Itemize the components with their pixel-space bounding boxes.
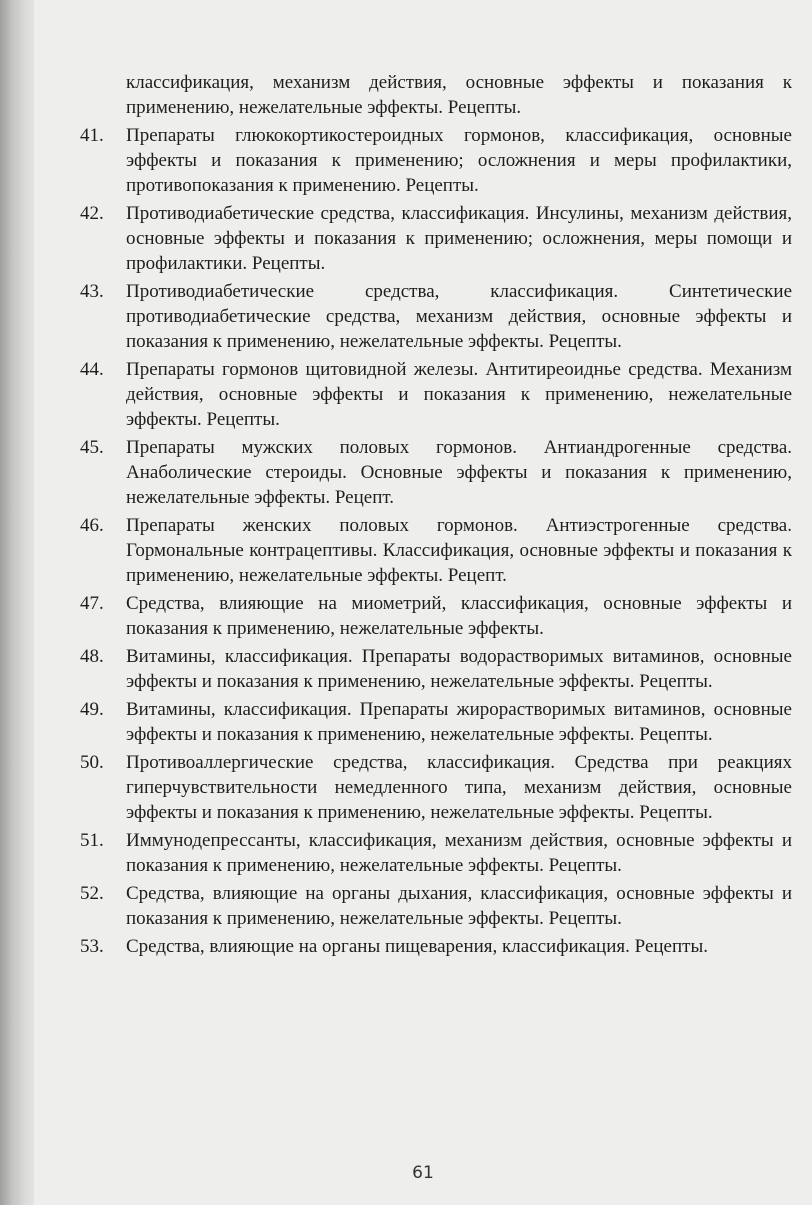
intro-continuation: классификация, механизм действия, основные эффекты и показания к применению, нежелательные эффекты. Рецепты. xyxy=(126,72,792,118)
list-item xyxy=(80,201,792,276)
item-text: Средства, влияющие на органы пищеварения, классификация. Рецепты. xyxy=(126,936,708,957)
question-list xyxy=(80,70,792,962)
item-number: 43. xyxy=(80,281,104,302)
item-number: 53. xyxy=(80,936,104,957)
list-item xyxy=(80,697,792,747)
page-number: 61 xyxy=(412,1163,434,1183)
list-item xyxy=(80,644,792,694)
list-item xyxy=(80,591,792,641)
list-item xyxy=(80,279,792,354)
item-text: Противодиабетические средства, классификация. Синтетические противодиабетические средства, механизм действия, основные эффекты и показания к применению, нежелательные эффекты. Рецепты. xyxy=(126,281,792,352)
item-number: 47. xyxy=(80,593,104,614)
item-number: 52. xyxy=(80,883,104,904)
list-item xyxy=(80,123,792,198)
item-text: Витамины, классификация. Препараты водорастворимых витаминов, основные эффекты и показания к применению, нежелательные эффекты. Рецепты. xyxy=(126,646,792,692)
item-number: 49. xyxy=(80,699,104,720)
list-item xyxy=(80,934,792,959)
binding-shadow xyxy=(0,0,34,1205)
item-number: 46. xyxy=(80,515,104,536)
item-text: Средства, влияющие на миометрий, классификация, основные эффекты и показания к применению, нежелательные эффекты. xyxy=(126,593,792,639)
item-text: Препараты женских половых гормонов. Антиэстрогенные средства. Гормональные контрацептивы. Классификация, основные эффекты и показания к применению, нежелательные эффекты. Рецепт. xyxy=(126,515,792,586)
item-number: 50. xyxy=(80,752,104,773)
list-item xyxy=(80,435,792,510)
item-text: Противодиабетические средства, классификация. Инсулины, механизм действия, основные эффекты и показания к применению; осложнения, меры помощи и профилактики. Рецепты. xyxy=(126,203,792,274)
item-number: 41. xyxy=(80,125,104,146)
item-number: 45. xyxy=(80,437,104,458)
item-text: Препараты мужских половых гормонов. Антиандрогенные средства. Анаболические стероиды. Основные эффекты и показания к применению, нежелательные эффекты. Рецепт. xyxy=(126,437,792,508)
item-text: Витамины, классификация. Препараты жирорастворимых витаминов, основные эффекты и показания к применению, нежелательные эффекты. Рецепты. xyxy=(126,699,792,745)
item-text: Противоаллергические средства, классификация. Средства при реакциях гиперчувствительности немедленного типа, механизм действия, основные эффекты и показания к применению, нежелательные эффекты. Рецепты. xyxy=(126,752,792,823)
item-number: 42. xyxy=(80,203,104,224)
list-item xyxy=(80,828,792,878)
list-item xyxy=(80,357,792,432)
list-item xyxy=(80,750,792,825)
item-number: 44. xyxy=(80,359,104,380)
item-text: Препараты гормонов щитовидной железы. Антитиреоидньe средства. Механизм действия, основные эффекты и показания к применению, нежелательные эффекты. Рецепты. xyxy=(126,359,792,430)
item-text: Средства, влияющие на органы дыхания, классификация, основные эффекты и показания к применению, нежелательные эффекты. Рецепты. xyxy=(126,883,792,929)
item-text: Иммунодепрессанты, классификация, механизм действия, основные эффекты и показания к применению, нежелательные эффекты. Рецепты. xyxy=(126,830,792,876)
item-text: Препараты глюкокортикостероидных гормонов, классификация, основные эффекты и показания к применению; осложнения и меры профилактики, противопоказания к применению. Рецепты. xyxy=(126,125,792,196)
item-number: 51. xyxy=(80,830,104,851)
item-number: 48. xyxy=(80,646,104,667)
document-page xyxy=(34,0,812,1205)
list-item xyxy=(80,513,792,588)
list-item xyxy=(80,881,792,931)
